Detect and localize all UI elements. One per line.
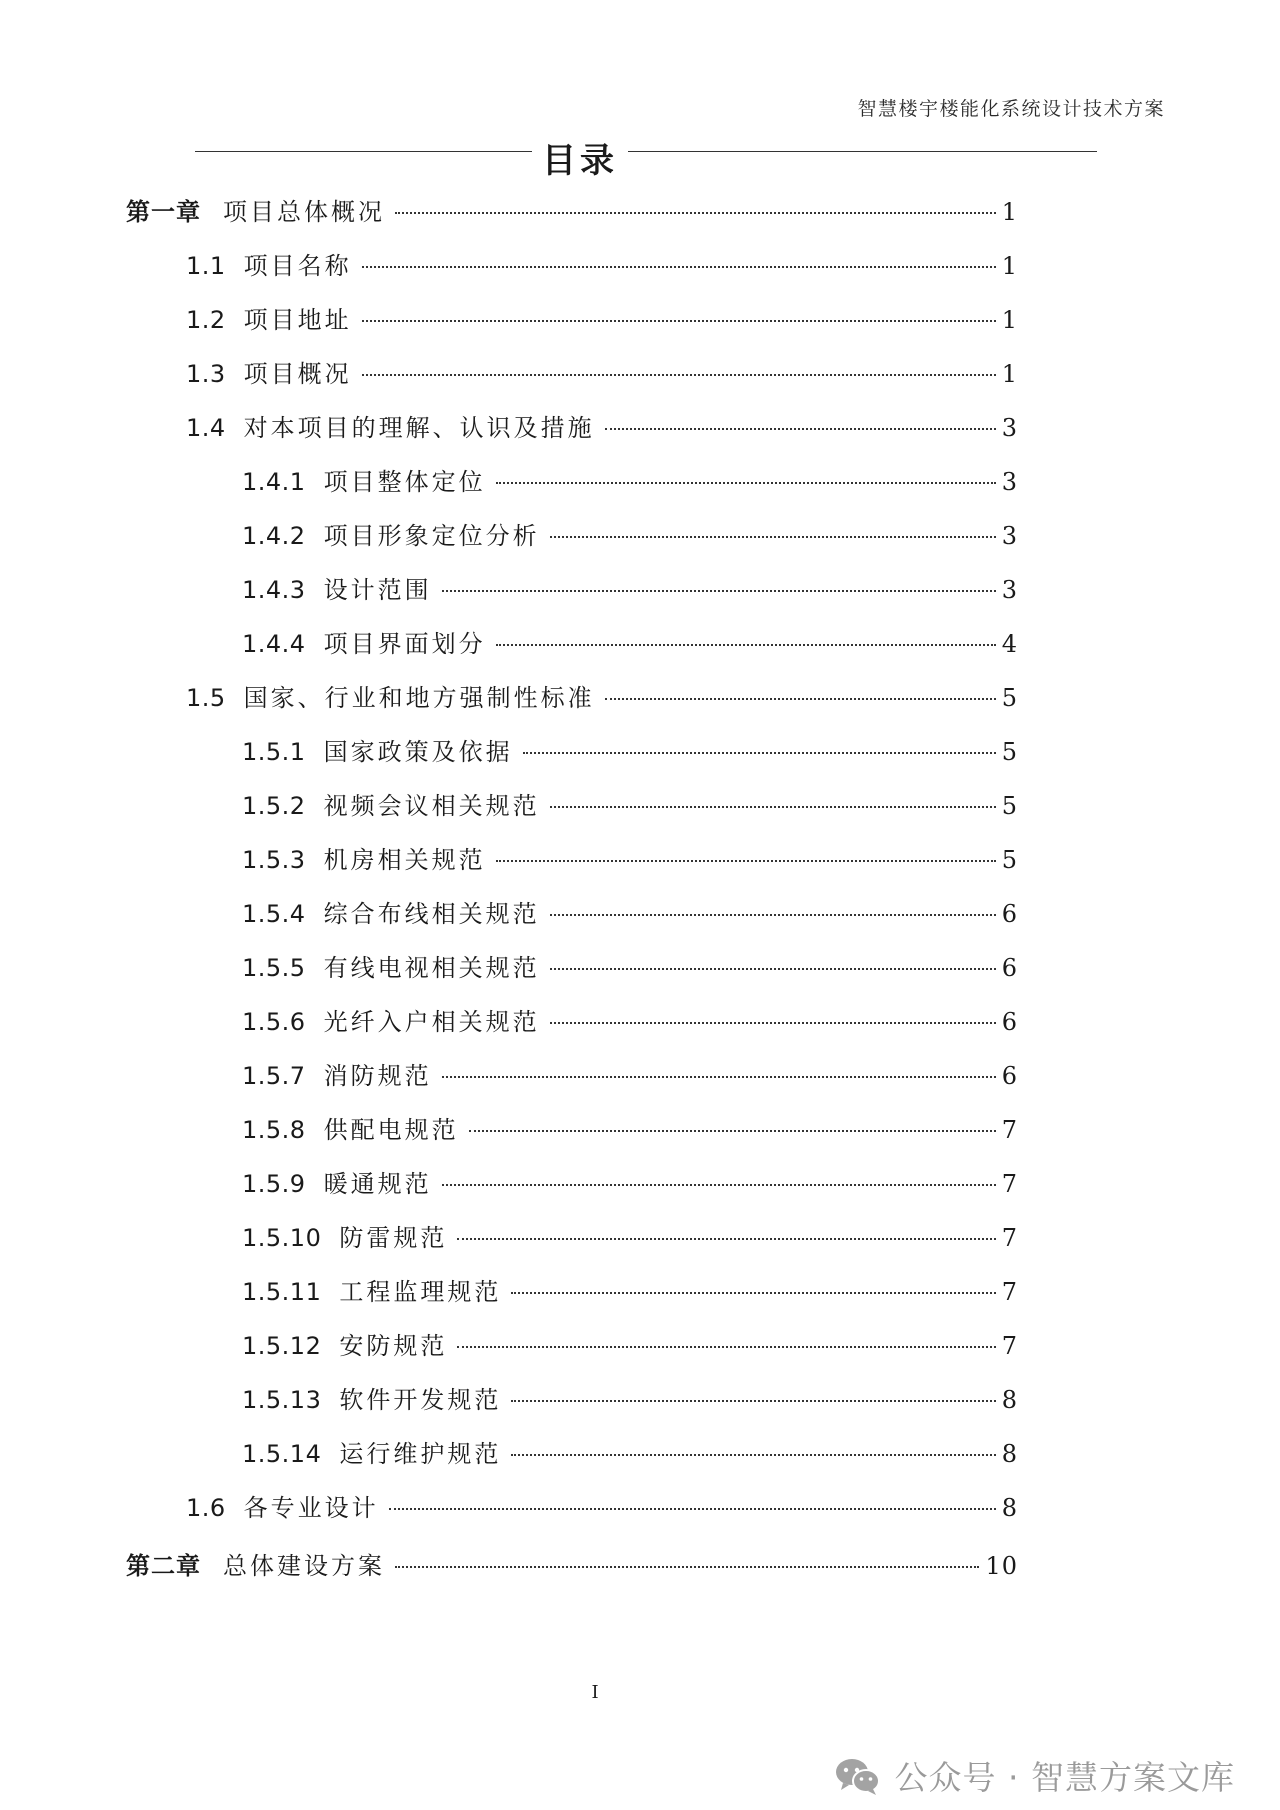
toc-entry[interactable] (242, 1330, 1018, 1362)
toc-dot-leader (550, 806, 996, 808)
toc-dot-leader (605, 698, 996, 700)
toc-entry[interactable] (186, 250, 1018, 282)
toc-entry-title: 运行维护规范 (339, 1440, 502, 1468)
toc-entry[interactable] (242, 1222, 1018, 1254)
toc-entry-title: 有线电视相关规范 (323, 954, 540, 982)
toc-entry-number: 1.5.5 (242, 954, 306, 982)
toc-entry-page: 1 (1001, 360, 1018, 388)
toc-entry-title: 项目整体定位 (323, 468, 486, 496)
toc-entry-title: 项目总体概况 (223, 198, 385, 226)
toc-entry-number: 1.4.2 (242, 522, 306, 550)
toc-entry-page: 3 (1001, 414, 1018, 442)
toc-dot-leader (550, 1022, 996, 1024)
toc-entry-number: 1.5 (186, 684, 226, 712)
toc-entry-page: 7 (1001, 1170, 1018, 1198)
toc-entry[interactable] (186, 1492, 1018, 1524)
toc-entry-title: 光纤入户相关规范 (323, 1008, 540, 1036)
toc-dot-leader (469, 1130, 996, 1132)
toc-entry[interactable] (242, 628, 1018, 660)
toc-entry-page: 1 (1001, 198, 1018, 226)
toc-entry-title: 供配电规范 (323, 1116, 459, 1144)
toc-dot-leader (389, 1508, 996, 1510)
toc-entry-page: 7 (1001, 1224, 1018, 1252)
toc-entry[interactable] (242, 1168, 1018, 1200)
toc-entry-number: 1.5.14 (242, 1440, 322, 1468)
watermark (835, 1752, 1235, 1799)
toc-entry-number: 第二章 (126, 1552, 201, 1580)
toc-dot-leader (457, 1346, 995, 1348)
toc-dot-leader (457, 1238, 995, 1240)
toc-dot-leader (550, 968, 996, 970)
toc-entry-number: 第一章 (126, 198, 201, 226)
toc-dot-leader (511, 1400, 995, 1402)
toc-entry-number: 1.4.4 (242, 630, 306, 658)
toc-dot-leader (550, 914, 996, 916)
toc-dot-leader (523, 752, 996, 754)
toc-entry[interactable] (242, 1438, 1018, 1470)
toc-entry[interactable] (242, 790, 1018, 822)
toc-entry-number: 1.5.3 (242, 846, 306, 874)
toc-entry[interactable] (242, 520, 1018, 552)
toc-entry[interactable] (186, 412, 1018, 444)
toc-entry-title: 总体建设方案 (223, 1552, 385, 1580)
toc-dot-leader (395, 1566, 979, 1568)
toc-entry-page: 7 (1001, 1332, 1018, 1360)
toc-entry-page: 1 (1001, 252, 1018, 280)
toc-entry-page: 6 (1001, 954, 1018, 982)
toc-entry-page: 3 (1001, 468, 1018, 496)
toc-dot-leader (511, 1292, 995, 1294)
toc-dot-leader (550, 536, 996, 538)
toc-entry[interactable] (242, 1006, 1018, 1038)
toc-entry-title: 综合布线相关规范 (323, 900, 540, 928)
toc-entry-page: 6 (1001, 1062, 1018, 1090)
toc-entry-title: 各专业设计 (243, 1494, 379, 1522)
page-header: 智慧楼宇楼能化系统设计技术方案 (857, 98, 1165, 120)
toc-entry[interactable] (242, 844, 1018, 876)
toc-entry-title: 项目名称 (243, 252, 352, 280)
toc-entry-page: 4 (1001, 630, 1018, 658)
toc-dot-leader (496, 482, 996, 484)
toc-entry-page: 3 (1001, 576, 1018, 604)
toc-dot-leader (362, 266, 996, 268)
toc-entry-title: 对本项目的理解、认识及措施 (243, 414, 595, 442)
toc-entry-title: 项目形象定位分析 (323, 522, 540, 550)
toc-entry[interactable] (242, 1060, 1018, 1092)
toc-entry[interactable] (186, 682, 1018, 714)
page-number: I (591, 1682, 599, 1703)
toc-entry-number: 1.5.11 (242, 1278, 322, 1306)
toc-entry-number: 1.4.1 (242, 468, 306, 496)
toc-entry-number: 1.5.12 (242, 1332, 322, 1360)
toc-entry[interactable] (242, 898, 1018, 930)
toc-entry-page: 7 (1001, 1116, 1018, 1144)
toc-entry[interactable] (186, 304, 1018, 336)
toc-entry-page: 5 (1001, 792, 1018, 820)
toc-dot-leader (496, 644, 996, 646)
toc-entry[interactable] (242, 466, 1018, 498)
toc-entry-page: 6 (1001, 900, 1018, 928)
toc-entry-number: 1.5.1 (242, 738, 306, 766)
toc-entry-title: 项目概况 (243, 360, 352, 388)
toc-entry-page: 5 (1001, 738, 1018, 766)
toc-entry-page: 1 (1001, 306, 1018, 334)
toc-entry-number: 1.5.2 (242, 792, 306, 820)
toc-entry-number: 1.5.6 (242, 1008, 306, 1036)
toc-entry[interactable] (242, 736, 1018, 768)
toc-entry-title: 工程监理规范 (339, 1278, 502, 1306)
toc-entry-title: 视频会议相关规范 (323, 792, 540, 820)
toc-entry[interactable] (242, 1384, 1018, 1416)
toc-entry-number: 1.5.7 (242, 1062, 306, 1090)
toc-entry-title: 项目界面划分 (323, 630, 486, 658)
toc-dot-leader (496, 860, 996, 862)
toc-entry-number: 1.1 (186, 252, 226, 280)
toc-entry-number: 1.5.8 (242, 1116, 306, 1144)
toc-entry-page: 8 (1001, 1386, 1018, 1414)
toc-entry-number: 1.5.4 (242, 900, 306, 928)
toc-entry-title: 设计范围 (323, 576, 432, 604)
toc-entry-page: 10 (985, 1552, 1018, 1580)
toc-dot-leader (362, 374, 996, 376)
toc-dot-leader (605, 428, 996, 430)
toc-entry-page: 6 (1001, 1008, 1018, 1036)
toc-entry[interactable] (242, 952, 1018, 984)
toc-entry-number: 1.6 (186, 1494, 226, 1522)
toc-dot-leader (362, 320, 996, 322)
toc-entry[interactable] (242, 1114, 1018, 1146)
toc-entry-title: 项目地址 (243, 306, 352, 334)
toc-entry-number: 1.3 (186, 360, 226, 388)
toc-entry-title: 软件开发规范 (339, 1386, 502, 1414)
toc-entry-page: 3 (1001, 522, 1018, 550)
toc-entry-title: 机房相关规范 (323, 846, 486, 874)
wechat-icon (835, 1756, 881, 1796)
toc-entry-page: 5 (1001, 846, 1018, 874)
toc-dot-leader (395, 212, 996, 214)
toc-entry-title: 防雷规范 (339, 1224, 448, 1252)
toc-entry[interactable] (242, 1276, 1018, 1308)
toc-entry-number: 1.4 (186, 414, 226, 442)
toc-title (0, 133, 1160, 182)
toc-dot-leader (442, 590, 996, 592)
toc-dot-leader (442, 1184, 996, 1186)
toc-entry-page: 5 (1001, 684, 1018, 712)
toc-dot-leader (442, 1076, 996, 1078)
toc-entry[interactable] (186, 358, 1018, 390)
toc-chapter-entry[interactable] (126, 196, 1018, 228)
toc-dot-leader (511, 1454, 995, 1456)
toc-entry-title: 国家、行业和地方强制性标准 (243, 684, 595, 712)
toc-entry-title: 暖通规范 (323, 1170, 432, 1198)
toc-entry-page: 8 (1001, 1494, 1018, 1522)
toc-chapter-entry[interactable] (126, 1550, 1018, 1582)
toc-entry-page: 8 (1001, 1440, 1018, 1468)
toc-entry-title: 国家政策及依据 (323, 738, 513, 766)
toc-entry-page: 7 (1001, 1278, 1018, 1306)
toc-title-text: 目录 (532, 141, 628, 181)
toc-entry-number: 1.5.10 (242, 1224, 322, 1252)
toc-entry-number: 1.5.13 (242, 1386, 322, 1414)
toc-entry[interactable] (242, 574, 1018, 606)
toc-entry-number: 1.4.3 (242, 576, 306, 604)
watermark-text: 公众号 · 智慧方案文库 (894, 1758, 1235, 1797)
toc-entry-number: 1.5.9 (242, 1170, 306, 1198)
toc-entry-number: 1.2 (186, 306, 226, 334)
toc-entry-title: 消防规范 (323, 1062, 432, 1090)
toc-entry-title: 安防规范 (339, 1332, 448, 1360)
